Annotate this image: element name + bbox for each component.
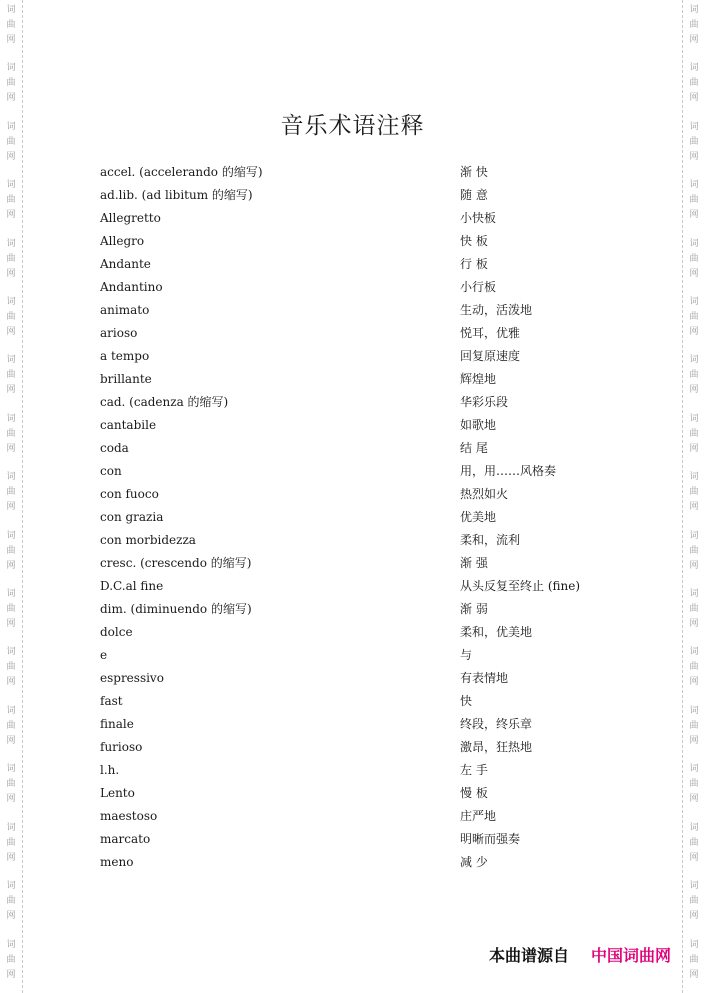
term-row (100, 459, 640, 482)
watermark-char: 网 (6, 735, 16, 746)
watermark-char: 曲 (689, 487, 699, 498)
watermark-char: 曲 (689, 136, 699, 147)
watermark-char: 词 (689, 939, 699, 950)
term-italian: fast (100, 693, 123, 708)
term-chinese: 减 少 (460, 855, 488, 869)
watermark-char: 网 (6, 969, 16, 980)
watermark-char: 网 (689, 794, 699, 805)
footer-site-name: 中国词曲网 (590, 946, 671, 965)
watermark-char: 网 (689, 502, 699, 513)
watermark-char: 词 (6, 180, 16, 191)
watermark-char: 曲 (6, 604, 16, 615)
watermark-mark (689, 701, 698, 759)
watermark-mark (6, 234, 15, 292)
watermark-char: 网 (6, 502, 16, 513)
term-chinese: 热烈如火 (460, 487, 509, 501)
watermark-char: 词 (6, 881, 16, 892)
watermark-char: 曲 (689, 253, 699, 264)
term-chinese: 渐 弱 (460, 602, 488, 616)
watermark-char: 词 (6, 413, 16, 424)
watermark-char: 曲 (6, 312, 16, 323)
term-row (100, 643, 640, 666)
term-row (100, 574, 640, 597)
term-chinese: 随 意 (460, 188, 488, 202)
watermark-mark (689, 175, 698, 233)
watermark-char: 词 (6, 939, 16, 950)
watermark-mark (689, 876, 698, 934)
term-italian: dolce (100, 624, 133, 639)
watermark-char: 词 (6, 63, 16, 74)
term-row (100, 505, 640, 528)
watermark-char: 曲 (6, 20, 16, 30)
term-italian: Andantino (100, 279, 163, 294)
watermark-mark (689, 818, 698, 876)
term-chinese: 快 (460, 694, 473, 708)
watermark-mark (6, 701, 15, 759)
watermark-char: 网 (6, 93, 16, 104)
term-row (100, 827, 640, 850)
watermark-char: 曲 (689, 20, 699, 30)
watermark-char: 词 (689, 589, 699, 600)
term-chinese: 快 板 (460, 234, 488, 248)
term-row (100, 620, 640, 643)
watermark-char: 曲 (689, 312, 699, 323)
term-italian: Lento (100, 785, 135, 800)
term-row (100, 666, 640, 689)
watermark-char: 曲 (6, 545, 16, 556)
watermark-char: 网 (6, 794, 16, 805)
watermark-char: 词 (689, 5, 699, 15)
watermark-char: 词 (6, 705, 16, 716)
watermark-mark (6, 876, 15, 934)
watermark-mark (689, 935, 698, 993)
watermark-char: 词 (6, 355, 16, 366)
term-chinese: 渐 快 (460, 165, 488, 179)
watermark-char: 曲 (6, 487, 16, 498)
watermark-char: 曲 (689, 779, 699, 790)
watermark-mark (6, 935, 15, 993)
term-row (100, 551, 640, 574)
watermark-char: 网 (689, 969, 699, 980)
watermark-char: 词 (689, 63, 699, 74)
watermark-char: 曲 (689, 545, 699, 556)
term-chinese: 激昂，狂热地 (460, 740, 533, 754)
term-chinese: 回复原速度 (460, 349, 521, 363)
watermark-char: 词 (689, 881, 699, 892)
watermark-char: 曲 (6, 779, 16, 790)
watermark-char: 词 (6, 5, 16, 15)
term-row (100, 206, 640, 229)
watermark-char: 曲 (6, 195, 16, 206)
term-italian: cad. (cadenza 的缩写) (100, 395, 229, 409)
term-chinese: 庄严地 (460, 809, 497, 823)
term-italian: brillante (100, 371, 152, 386)
watermark-char: 网 (689, 911, 699, 922)
footer-source-label: 本曲谱源自 (488, 946, 569, 965)
watermark-mark (6, 642, 15, 700)
right-watermark-strip (682, 0, 705, 993)
watermark-char: 词 (6, 822, 16, 833)
term-italian: D.C.al fine (100, 578, 164, 593)
term-chinese: 明晰而强奏 (460, 832, 521, 846)
watermark-char: 曲 (689, 720, 699, 731)
watermark-char: 网 (689, 327, 699, 338)
term-row (100, 758, 640, 781)
watermark-mark (689, 234, 698, 292)
watermark-char: 曲 (6, 136, 16, 147)
watermark-char: 网 (6, 210, 16, 221)
watermark-char: 网 (6, 35, 16, 45)
watermark-char: 网 (689, 619, 699, 630)
watermark-char: 词 (689, 764, 699, 775)
term-italian: Andante (100, 256, 151, 271)
term-chinese: 左 手 (460, 763, 488, 777)
watermark-mark (689, 409, 698, 467)
watermark-char: 网 (689, 443, 699, 454)
watermark-char: 网 (6, 385, 16, 396)
term-italian: ad.lib. (ad libitum 的缩写) (100, 188, 253, 202)
watermark-char: 网 (689, 560, 699, 571)
term-row (100, 735, 640, 758)
watermark-char: 网 (6, 560, 16, 571)
watermark-mark (689, 350, 698, 408)
term-italian: marcato (100, 831, 151, 846)
term-row (100, 804, 640, 827)
term-row (100, 183, 640, 206)
watermark-char: 词 (689, 355, 699, 366)
term-italian: con fuoco (100, 486, 159, 501)
watermark-char: 曲 (689, 896, 699, 907)
term-italian: con morbidezza (100, 532, 196, 547)
watermark-char: 词 (689, 530, 699, 541)
watermark-mark (6, 0, 15, 58)
term-chinese: 生动，活泼地 (460, 303, 533, 317)
watermark-char: 网 (6, 852, 16, 863)
watermark-char: 词 (6, 530, 16, 541)
watermark-char: 曲 (6, 78, 16, 89)
term-italian: con grazia (100, 509, 164, 524)
watermark-char: 曲 (6, 662, 16, 673)
watermark-mark (689, 292, 698, 350)
term-italian: arioso (100, 325, 138, 340)
watermark-char: 网 (6, 911, 16, 922)
watermark-char: 网 (689, 735, 699, 746)
term-chinese: 与 (460, 648, 473, 662)
term-chinese: 柔和，流利 (460, 533, 521, 547)
watermark-char: 词 (6, 238, 16, 249)
watermark-mark (6, 759, 15, 817)
term-italian: cresc. (crescendo 的缩写) (100, 556, 252, 570)
term-italian: meno (100, 854, 134, 869)
term-chinese: 终段，终乐章 (460, 717, 533, 731)
watermark-char: 词 (6, 764, 16, 775)
term-italian: e (100, 647, 108, 662)
term-chinese: 柔和，优美地 (460, 625, 533, 639)
watermark-char: 词 (6, 589, 16, 600)
term-chinese: 优美地 (460, 510, 497, 524)
watermark-char: 网 (6, 677, 16, 688)
watermark-char: 曲 (689, 370, 699, 381)
watermark-mark (689, 467, 698, 525)
term-chinese: 华彩乐段 (460, 395, 509, 409)
watermark-char: 曲 (6, 370, 16, 381)
term-row (100, 528, 640, 551)
term-chinese: 慢 板 (460, 786, 488, 800)
term-row (100, 597, 640, 620)
term-italian: furioso (100, 739, 143, 754)
watermark-char: 网 (6, 268, 16, 279)
term-row (100, 689, 640, 712)
watermark-char: 词 (689, 647, 699, 658)
watermark-mark (6, 175, 15, 233)
watermark-mark (689, 759, 698, 817)
watermark-char: 曲 (6, 954, 16, 965)
term-italian: espressivo (100, 670, 164, 685)
watermark-char: 曲 (689, 428, 699, 439)
watermark-char: 词 (689, 705, 699, 716)
watermark-mark (6, 467, 15, 525)
watermark-mark (6, 292, 15, 350)
term-row (100, 321, 640, 344)
page-title: 音乐术语注释 (280, 113, 425, 139)
watermark-char: 网 (6, 619, 16, 630)
watermark-char: 网 (689, 93, 699, 104)
term-row (100, 413, 640, 436)
term-row (100, 344, 640, 367)
watermark-mark (689, 584, 698, 642)
term-chinese: 渐 强 (460, 556, 488, 570)
term-row (100, 390, 640, 413)
watermark-char: 曲 (6, 253, 16, 264)
term-chinese: 用，用……风格奏 (460, 464, 557, 478)
watermark-char: 词 (689, 472, 699, 483)
term-row (100, 482, 640, 505)
watermark-mark (689, 642, 698, 700)
watermark-mark (689, 0, 698, 58)
watermark-char: 网 (689, 35, 699, 45)
watermark-char: 曲 (6, 837, 16, 848)
watermark-char: 词 (689, 180, 699, 191)
watermark-char: 词 (689, 121, 699, 132)
term-row (100, 160, 640, 183)
watermark-char: 词 (6, 121, 16, 132)
term-row (100, 712, 640, 735)
term-row (100, 436, 640, 459)
term-row (100, 252, 640, 275)
watermark-char: 曲 (689, 837, 699, 848)
watermark-mark (6, 350, 15, 408)
term-italian: finale (100, 716, 134, 731)
watermark-char: 词 (689, 297, 699, 308)
term-row (100, 367, 640, 390)
term-italian: animato (100, 302, 150, 317)
watermark-char: 曲 (6, 428, 16, 439)
watermark-char: 网 (689, 852, 699, 863)
left-watermark-strip (0, 0, 23, 993)
term-chinese: 如歌地 (460, 418, 497, 432)
watermark-mark (6, 409, 15, 467)
term-row (100, 275, 640, 298)
term-italian: Allegro (100, 233, 145, 248)
term-italian: cantabile (100, 417, 157, 432)
term-italian: l.h. (100, 762, 120, 777)
watermark-char: 词 (689, 822, 699, 833)
watermark-mark (6, 526, 15, 584)
watermark-char: 网 (689, 385, 699, 396)
watermark-char: 词 (6, 647, 16, 658)
watermark-char: 曲 (689, 604, 699, 615)
watermark-char: 网 (689, 677, 699, 688)
watermark-mark (689, 526, 698, 584)
watermark-char: 曲 (689, 195, 699, 206)
term-row (100, 781, 640, 804)
watermark-char: 网 (689, 268, 699, 279)
term-row (100, 850, 640, 873)
term-italian: Allegretto (100, 210, 161, 225)
watermark-char: 词 (689, 238, 699, 249)
term-row (100, 298, 640, 321)
watermark-char: 曲 (6, 896, 16, 907)
term-chinese: 结 尾 (460, 441, 488, 455)
watermark-char: 网 (6, 327, 16, 338)
watermark-char: 曲 (689, 954, 699, 965)
term-chinese: 辉煌地 (460, 372, 497, 386)
term-italian: dim. (diminuendo 的缩写) (100, 602, 252, 616)
watermark-char: 词 (6, 472, 16, 483)
watermark-char: 词 (689, 413, 699, 424)
watermark-char: 网 (689, 151, 699, 162)
term-italian: a tempo (100, 348, 150, 363)
term-chinese: 有表情地 (460, 671, 509, 685)
term-italian: accel. (accelerando 的缩写) (100, 165, 263, 179)
watermark-char: 曲 (689, 662, 699, 673)
term-italian: coda (100, 440, 129, 455)
term-chinese: 小行板 (460, 280, 497, 294)
watermark-char: 网 (6, 443, 16, 454)
term-italian: maestoso (100, 808, 158, 823)
watermark-mark (6, 818, 15, 876)
watermark-char: 网 (689, 210, 699, 221)
term-chinese: 行 板 (460, 257, 488, 271)
term-chinese: 从头反复至终止 (fine) (460, 579, 581, 593)
term-chinese: 悦耳，优雅 (460, 326, 521, 340)
watermark-char: 曲 (689, 78, 699, 89)
watermark-char: 网 (6, 151, 16, 162)
term-chinese: 小快板 (460, 211, 497, 225)
term-italian: con (100, 463, 122, 478)
terms-list (100, 160, 640, 873)
watermark-char: 词 (6, 297, 16, 308)
watermark-mark (6, 584, 15, 642)
footer-source (489, 943, 671, 966)
term-row (100, 229, 640, 252)
watermark-char: 曲 (6, 720, 16, 731)
